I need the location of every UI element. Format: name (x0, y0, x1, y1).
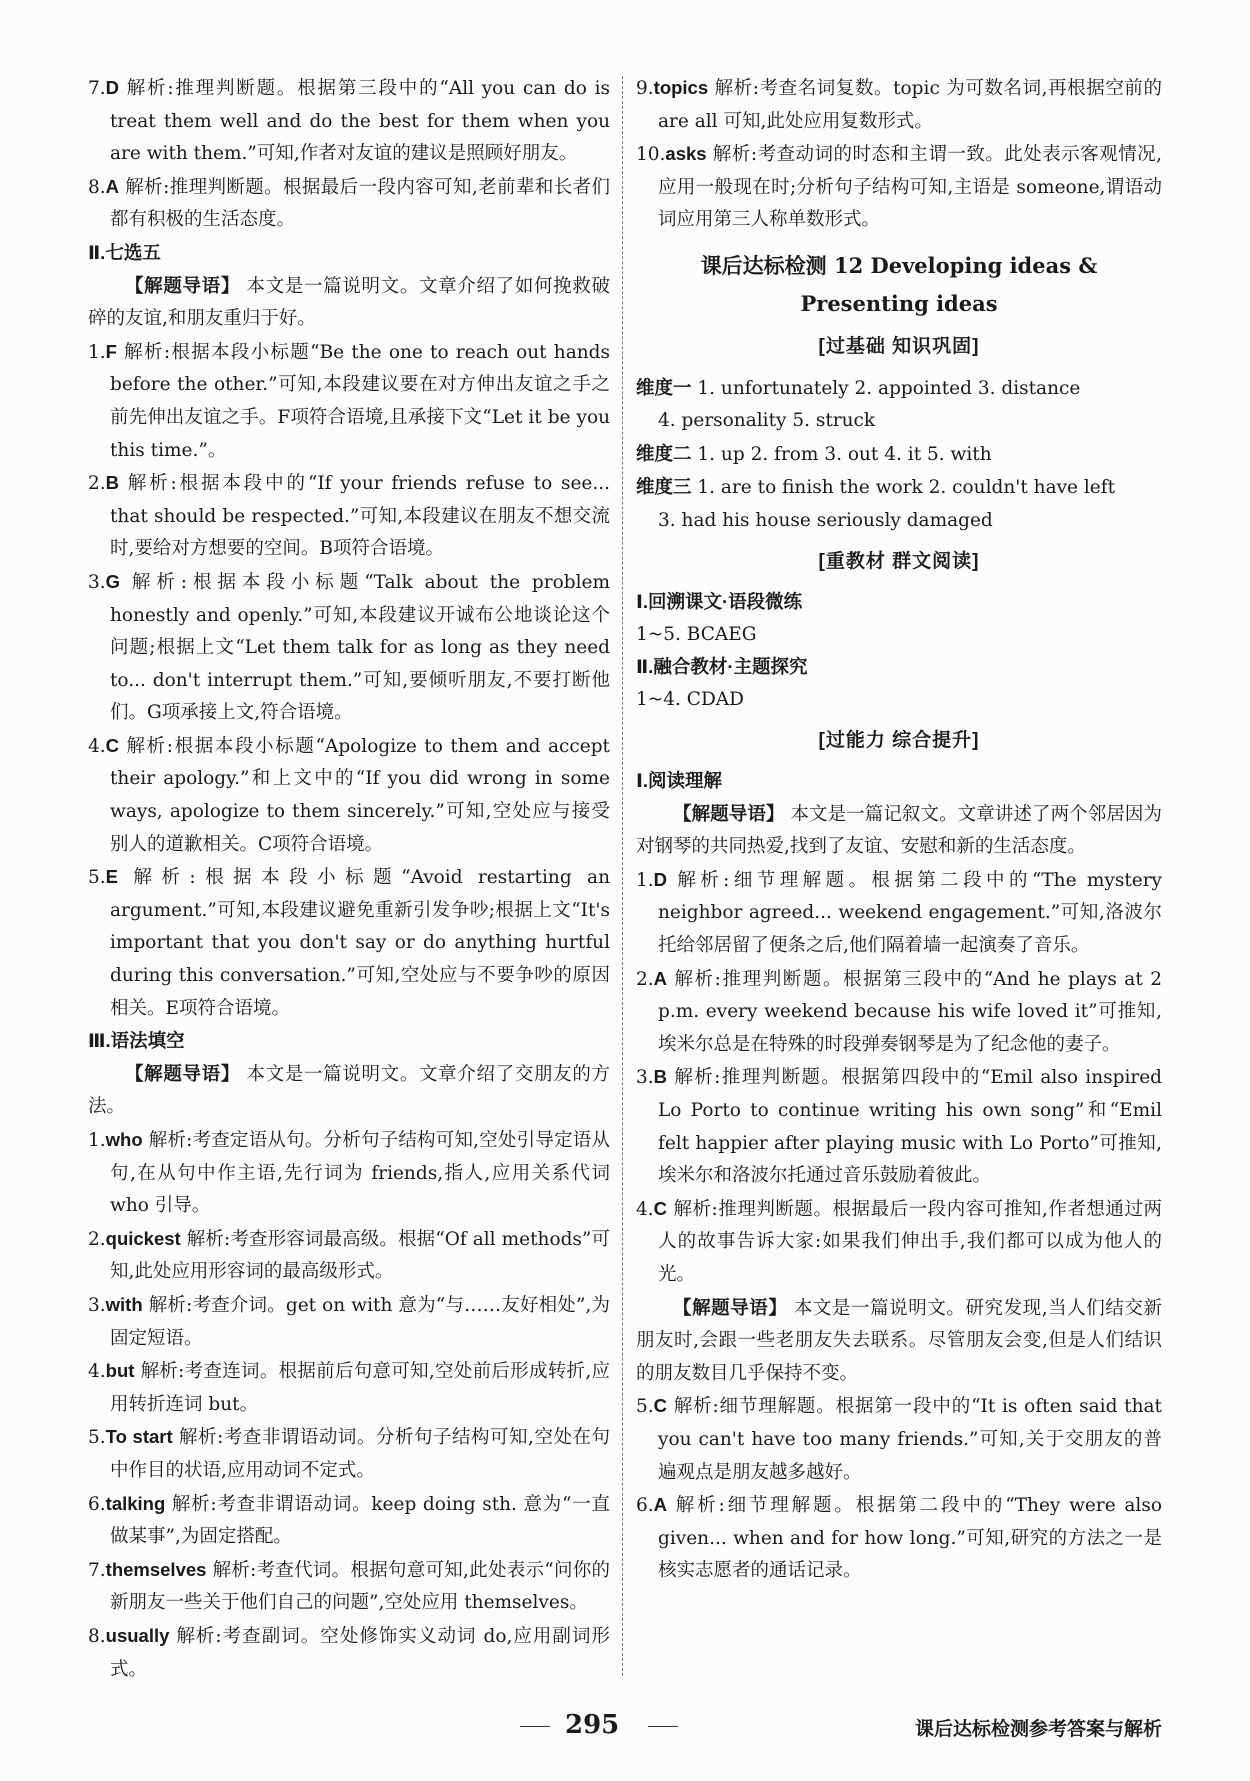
item-answer: A (653, 967, 668, 989)
dimension-two-answers: 1. up 2. from 3. out 4. it 5. with (691, 443, 992, 465)
item-answer: with (105, 1293, 143, 1315)
item-number: 7. (88, 1559, 106, 1581)
item-answer: B (653, 1066, 668, 1088)
item-answer: but (105, 1360, 135, 1382)
item-answer: E (105, 866, 118, 888)
item-explanation: 解析:推理判断题。根据第三段中的“And he plays at 2 p.m. every weekend because his wife loved it”可推知,埃米尔总是在特殊的时段弹奏钢琴是为了纪念他的妻子。 (658, 968, 1162, 1055)
column-divider (622, 76, 623, 1676)
item-number: 8. (88, 176, 106, 198)
dimension-one-answers: 1. unfortunately 2. appointed 3. distance (691, 377, 1081, 399)
section-heading: Ⅱ.融合教材·主题探究 (636, 656, 808, 678)
right-bottom-answers (636, 798, 1162, 1588)
footer-dash (520, 1726, 550, 1727)
footer-label: 课后达标检测参考答案与解析 (914, 1718, 1162, 1740)
guide-text: 本文是一篇说明文。研究发现,当人们结交新朋友时,会跟一些老朋友失去联系。尽管朋友会变,但是人们结识的朋友数目几乎保持不变。 (636, 1297, 1162, 1384)
answer-item (88, 1223, 610, 1289)
lesson-title (636, 247, 1162, 323)
section-bracket-basics: [过基础 知识巩固] (818, 335, 980, 357)
item-explanation: 解析:推理判断题。根据最后一段内容可推知,作者想通过两人的故事告诉大家:如果我们伸出手,我们都可以成为他人的光。 (658, 1198, 1162, 1285)
answer-item (636, 1193, 1162, 1292)
item-explanation: 解析:推理判断题。根据第三段中的“All you can do is treat them well and do the best for them when you are with them.”可知,作者对友谊的建议是照顾好朋友。 (110, 78, 610, 165)
answer-line: 1~5. BCAEG (636, 623, 757, 645)
answer-item (88, 171, 610, 237)
item-number: 10. (636, 144, 666, 166)
dimension-one (636, 372, 1162, 438)
item-answer: B (105, 472, 120, 494)
lesson-title-line1: 课后达标检测 12 Developing ideas & (700, 252, 1098, 278)
item-number: 4. (88, 735, 106, 757)
answer-item (88, 467, 610, 566)
answer-item (88, 1355, 610, 1421)
page-footer (0, 1710, 1250, 1750)
item-answer: who (105, 1129, 143, 1150)
answer-item (636, 864, 1162, 963)
answer-line: 1~4. CDAD (636, 688, 744, 710)
item-number: 3. (636, 1067, 654, 1089)
item-answer: A (653, 1494, 668, 1516)
section-heading: Ⅰ.阅读理解 (636, 770, 723, 792)
item-number: 5. (88, 867, 106, 889)
item-answer: topics (653, 77, 709, 98)
item-explanation: 解析:考查形容词最高级。根据“Of all methods”可知,此处应用形容词的最高级形式。 (110, 1228, 610, 1283)
item-number: 1. (88, 1130, 106, 1151)
item-explanation: 解析:根据本段小标题“Be the one to reach out hands before the other.”可知,本段建议要在对方伸出友谊之手之前先伸出友谊之手。F项符合语境,且承接下文“Let it be you this time.”。 (110, 341, 610, 461)
item-answer: To start (105, 1426, 173, 1448)
item-answer: D (105, 77, 120, 98)
item-explanation: 解析:根据本段小标题“Apologize to them and accept their apology.”和上文中的“If you did wrong in some ways, apologize to them sincerely.”可知,空处应与接受别人的道歉相关。C项符合语境。 (110, 735, 610, 855)
item-number: 1. (636, 869, 654, 891)
answer-item (636, 963, 1162, 1062)
answer-item (88, 566, 610, 730)
item-answer: A (105, 175, 120, 197)
item-number: 6. (636, 1495, 654, 1517)
item-explanation: 解析:考查代词。根据句意可知,此处表示“问你的新朋友一些关于他们自己的问题”,空处应用 themselves。 (110, 1559, 610, 1614)
item-explanation: 解析:根据本段小标题“Avoid restarting an argument.”可知,本段建议避免重新引发争吵;根据上文“It's important that you don't say or do anything hurtful during this conversation.”可知,空处应与不要争吵的原因相关。E项符合语境。 (110, 867, 610, 1019)
answer-item (88, 1421, 610, 1487)
dimension-one-answers-cont: 4. personality 5. struck (658, 410, 876, 432)
item-explanation: 解析:细节理解题。根据第二段中的“The mystery neighbor agreed... weekend engagement.”可知,洛波尔托给邻居留了便条之后,他们隔着墙一起演奏了音乐。 (658, 869, 1162, 957)
section-bracket-ability: [过能力 综合提升] (818, 729, 980, 751)
item-explanation: 解析:考查非谓语动词。分析句子结构可知,空处在句中作目的状语,应用动词不定式。 (110, 1427, 610, 1481)
item-number: 7. (88, 78, 106, 99)
item-explanation: 解析:考查定语从句。分析句子结构可知,空处引导定语从句,在从句中作主语,先行词为 friends,指人,应用关系代词 who 引导。 (110, 1130, 610, 1217)
dimension-three-answers: 1. are to finish the work 2. couldn't have left (691, 477, 1116, 499)
guide-text: 本文是一篇说明文。文章介绍了如何挽救破碎的友谊,和朋友重归于好。 (88, 275, 610, 330)
answer-item (88, 1620, 610, 1686)
item-number: 5. (636, 1396, 654, 1418)
item-answer: usually (105, 1624, 170, 1646)
answer-item (88, 336, 610, 467)
guide-text: 本文是一篇记叙文。文章讲述了两个邻居因为对钢琴的共同热爱,找到了友谊、安慰和新的生活态度。 (636, 803, 1162, 858)
guide-label: 【解题导语】 (125, 1062, 240, 1084)
dimension-three-answers-cont: 3. had his house seriously damaged (658, 509, 993, 531)
section-heading: Ⅰ.回溯课文·语段微练 (636, 591, 803, 613)
answer-item (88, 1124, 610, 1223)
item-explanation: 解析:考查连词。根据前后句意可知,空处前后形成转折,应用转折连词 but。 (110, 1361, 610, 1415)
item-explanation: 解析:考查动词的时态和主谓一致。此处表示客观情况,应用一般现在时;分析句子结构可知,主语是 someone,谓语动词应用第三人称单数形式。 (658, 144, 1162, 231)
answer-item (88, 1488, 610, 1554)
guide-paragraph (636, 1292, 1162, 1391)
item-answer: quickest (105, 1227, 181, 1249)
item-explanation: 解析:考查介词。get on with 意为“与……友好相处”,为固定短语。 (110, 1294, 610, 1349)
item-number: 6. (88, 1493, 106, 1515)
answer-item (88, 1554, 610, 1620)
item-explanation: 解析:细节理解题。根据第二段中的“They were also given... when and for how long.”可知,研究的方法之一是核实志愿者的通话记录。 (658, 1495, 1162, 1582)
item-answer: talking (105, 1492, 166, 1514)
item-number: 2. (88, 473, 106, 495)
item-answer: themselves (105, 1558, 207, 1580)
item-explanation: 解析:细节理解题。根据第一段中的“It is often said that you can't have too many friends.”可知,关于交朋友的普遍观点是朋友越多越好。 (658, 1396, 1162, 1483)
answer-item (636, 72, 1162, 138)
item-explanation: 解析:根据本段小标题“Talk about the problem honestly and openly.”可知,本段建议开诚布公地谈论这个问题;根据上文“Let them talk for as long as they need to... don't interrupt them.”可知,要倾听朋友,不要打断他们。G项承接上文,符合语境。 (110, 571, 610, 724)
item-explanation: 解析:考查副词。空处修饰实义动词 do,应用副词形式。 (110, 1625, 610, 1680)
item-answer: G (105, 570, 121, 592)
answer-item (88, 861, 610, 1025)
item-answer: asks (665, 143, 707, 165)
item-number: 2. (636, 968, 654, 990)
page-number: 295 (565, 1710, 620, 1740)
item-explanation: 解析:根据本段中的“If your friends refuse to see... that should be respected.”可知,本段建议在朋友不想交流时,要给对方想要的空间。B项符合语境。 (110, 473, 610, 560)
right-column (636, 72, 1162, 1588)
item-number: 5. (88, 1427, 106, 1449)
answer-item (636, 1489, 1162, 1588)
item-number: 4. (88, 1361, 106, 1383)
item-number: 4. (636, 1198, 654, 1220)
answer-item (88, 72, 610, 171)
item-answer: C (653, 1395, 668, 1417)
answer-item (88, 1289, 610, 1355)
item-explanation: 解析:推理判断题。根据第四段中的“Emil also inspired Lo Porto to continue writing his own song”和“Emil felt happier after playing music with Lo Porto”可推知,埃米尔和洛波尔托通过音乐鼓励着彼此。 (658, 1067, 1162, 1187)
dimension-three-label: 维度三 (636, 476, 692, 498)
item-number: 3. (88, 1294, 106, 1316)
guide-text: 本文是一篇说明文。文章介绍了交朋友的方法。 (88, 1063, 610, 1118)
item-number: 9. (636, 78, 654, 99)
guide-paragraph (88, 1058, 610, 1124)
item-answer: C (653, 1197, 668, 1219)
right-top-answers (636, 72, 1162, 237)
guide-paragraph (636, 798, 1162, 864)
left-column (88, 72, 610, 1686)
section-heading: Ⅲ.语法填空 (88, 1030, 185, 1052)
dimension-two (636, 438, 1162, 472)
item-answer: C (105, 734, 120, 756)
answer-item (636, 1061, 1162, 1192)
answer-item (88, 730, 610, 861)
item-number: 1. (88, 341, 106, 363)
guide-paragraph (88, 270, 610, 336)
item-explanation: 解析:推理判断题。根据最后一段内容可知,老前辈和长者们都有积极的生活态度。 (110, 176, 610, 231)
dimension-one-label: 维度一 (636, 376, 692, 398)
section-bracket-reading: [重教材 群文阅读] (818, 550, 980, 572)
answer-item (636, 1390, 1162, 1489)
guide-label: 【解题导语】 (125, 274, 240, 296)
item-explanation: 解析:考查非谓语动词。keep doing sth. 意为“一直做某事”,为固定搭配。 (110, 1493, 610, 1548)
lesson-title-line2: Presenting ideas (800, 290, 998, 316)
item-number: 3. (88, 571, 106, 593)
answer-item (636, 138, 1162, 237)
item-answer: D (653, 868, 668, 890)
guide-label: 【解题导语】 (673, 1296, 788, 1318)
dimension-two-label: 维度二 (636, 442, 692, 464)
item-answer: F (105, 340, 117, 362)
item-explanation: 解析:考查名词复数。topic 为可数名词,再根据空前的 are all 可知,此处应用复数形式。 (658, 78, 1162, 132)
item-number: 2. (88, 1228, 106, 1250)
dimension-three (636, 471, 1162, 537)
item-number: 8. (88, 1625, 106, 1647)
guide-label: 【解题导语】 (673, 802, 785, 824)
footer-dash (648, 1726, 678, 1727)
section-heading: Ⅱ.七选五 (88, 241, 161, 263)
